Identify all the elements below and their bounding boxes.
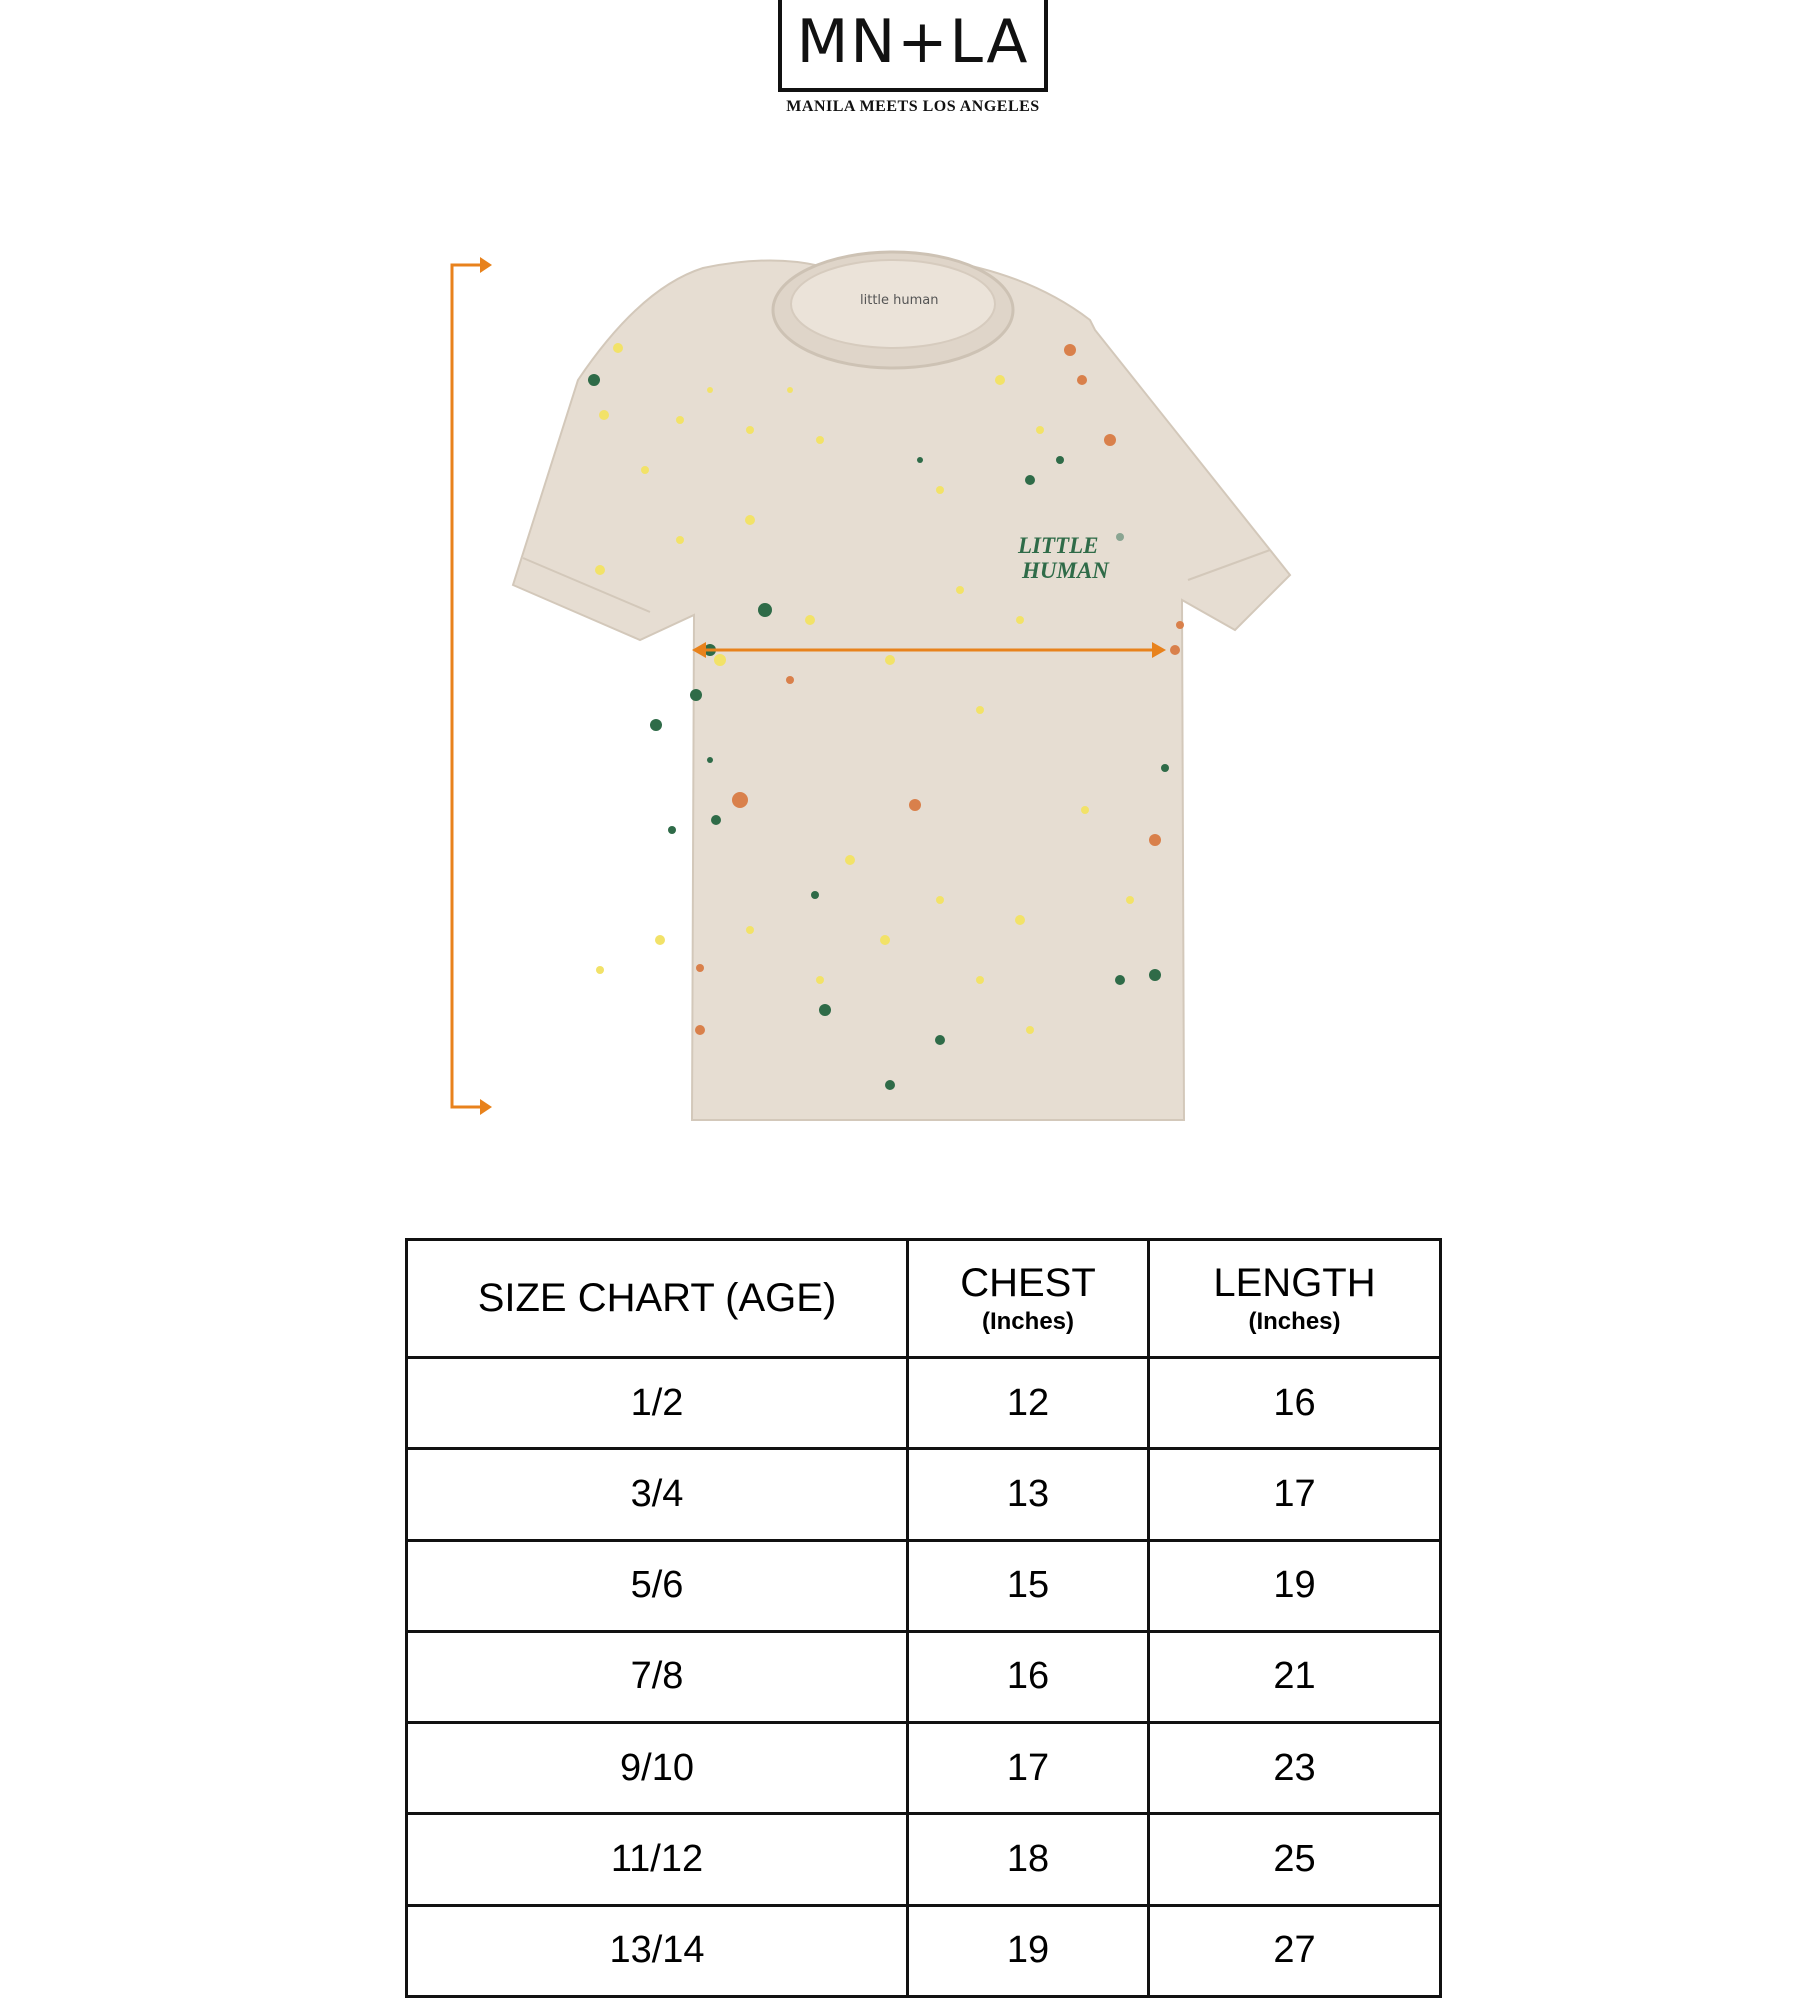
neck-label: little human <box>860 293 939 308</box>
header-chest <box>908 1240 1149 1358</box>
size-chart-table <box>405 1238 1442 1998</box>
size-cell: 5/6 <box>630 1564 684 1607</box>
header-chest-label: CHEST <box>960 1260 1096 1305</box>
table-row <box>407 1631 1441 1722</box>
length-cell: 25 <box>1273 1838 1316 1881</box>
chest-cell: 18 <box>1006 1838 1050 1881</box>
length-cell: 17 <box>1273 1472 1316 1515</box>
table-row <box>407 1449 1441 1540</box>
chest-cell: 17 <box>1006 1746 1050 1789</box>
chest-cell: 19 <box>1006 1929 1050 1972</box>
size-chart-header-row <box>407 1240 1441 1358</box>
header-size <box>407 1240 908 1358</box>
chest-cell: 13 <box>1006 1472 1050 1515</box>
brand-logo <box>778 0 1048 92</box>
header-length <box>1149 1240 1441 1358</box>
tshirt-measurement-illustration <box>420 240 1380 1140</box>
table-row <box>407 1358 1441 1449</box>
length-cell: 21 <box>1273 1655 1316 1698</box>
header-size-label: SIZE CHART (AGE) <box>477 1276 837 1320</box>
length-cell: 19 <box>1273 1564 1316 1607</box>
chest-print-line2: HUMAN <box>1022 558 1109 583</box>
header-length-unit: (Inches) <box>1248 1307 1341 1335</box>
length-cell: 27 <box>1273 1929 1316 1972</box>
length-measure-arrow <box>452 257 492 1115</box>
table-row <box>407 1814 1441 1905</box>
size-cell: 13/14 <box>609 1929 705 1972</box>
length-cell: 16 <box>1273 1381 1316 1424</box>
header-chest-unit: (Inches) <box>981 1307 1074 1335</box>
header-length-label: LENGTH <box>1213 1260 1376 1305</box>
table-row <box>407 1723 1441 1814</box>
tshirt-body <box>513 258 1290 1120</box>
logo-text: MN+LA <box>796 7 1030 77</box>
chest-cell: 12 <box>1006 1381 1050 1424</box>
size-cell: 1/2 <box>630 1381 684 1424</box>
chest-cell: 16 <box>1006 1655 1050 1698</box>
table-row <box>407 1540 1441 1631</box>
size-cell: 11/12 <box>610 1838 704 1881</box>
brand-tagline: MANILA MEETS LOS ANGELES <box>786 98 1040 115</box>
chest-print-line1: LITTLE <box>1018 533 1099 558</box>
size-cell: 3/4 <box>630 1472 684 1515</box>
chest-cell: 15 <box>1006 1564 1050 1607</box>
size-cell: 7/8 <box>630 1655 684 1698</box>
table-row <box>407 1905 1441 1996</box>
length-cell: 23 <box>1273 1746 1316 1789</box>
size-cell: 9/10 <box>620 1746 694 1789</box>
